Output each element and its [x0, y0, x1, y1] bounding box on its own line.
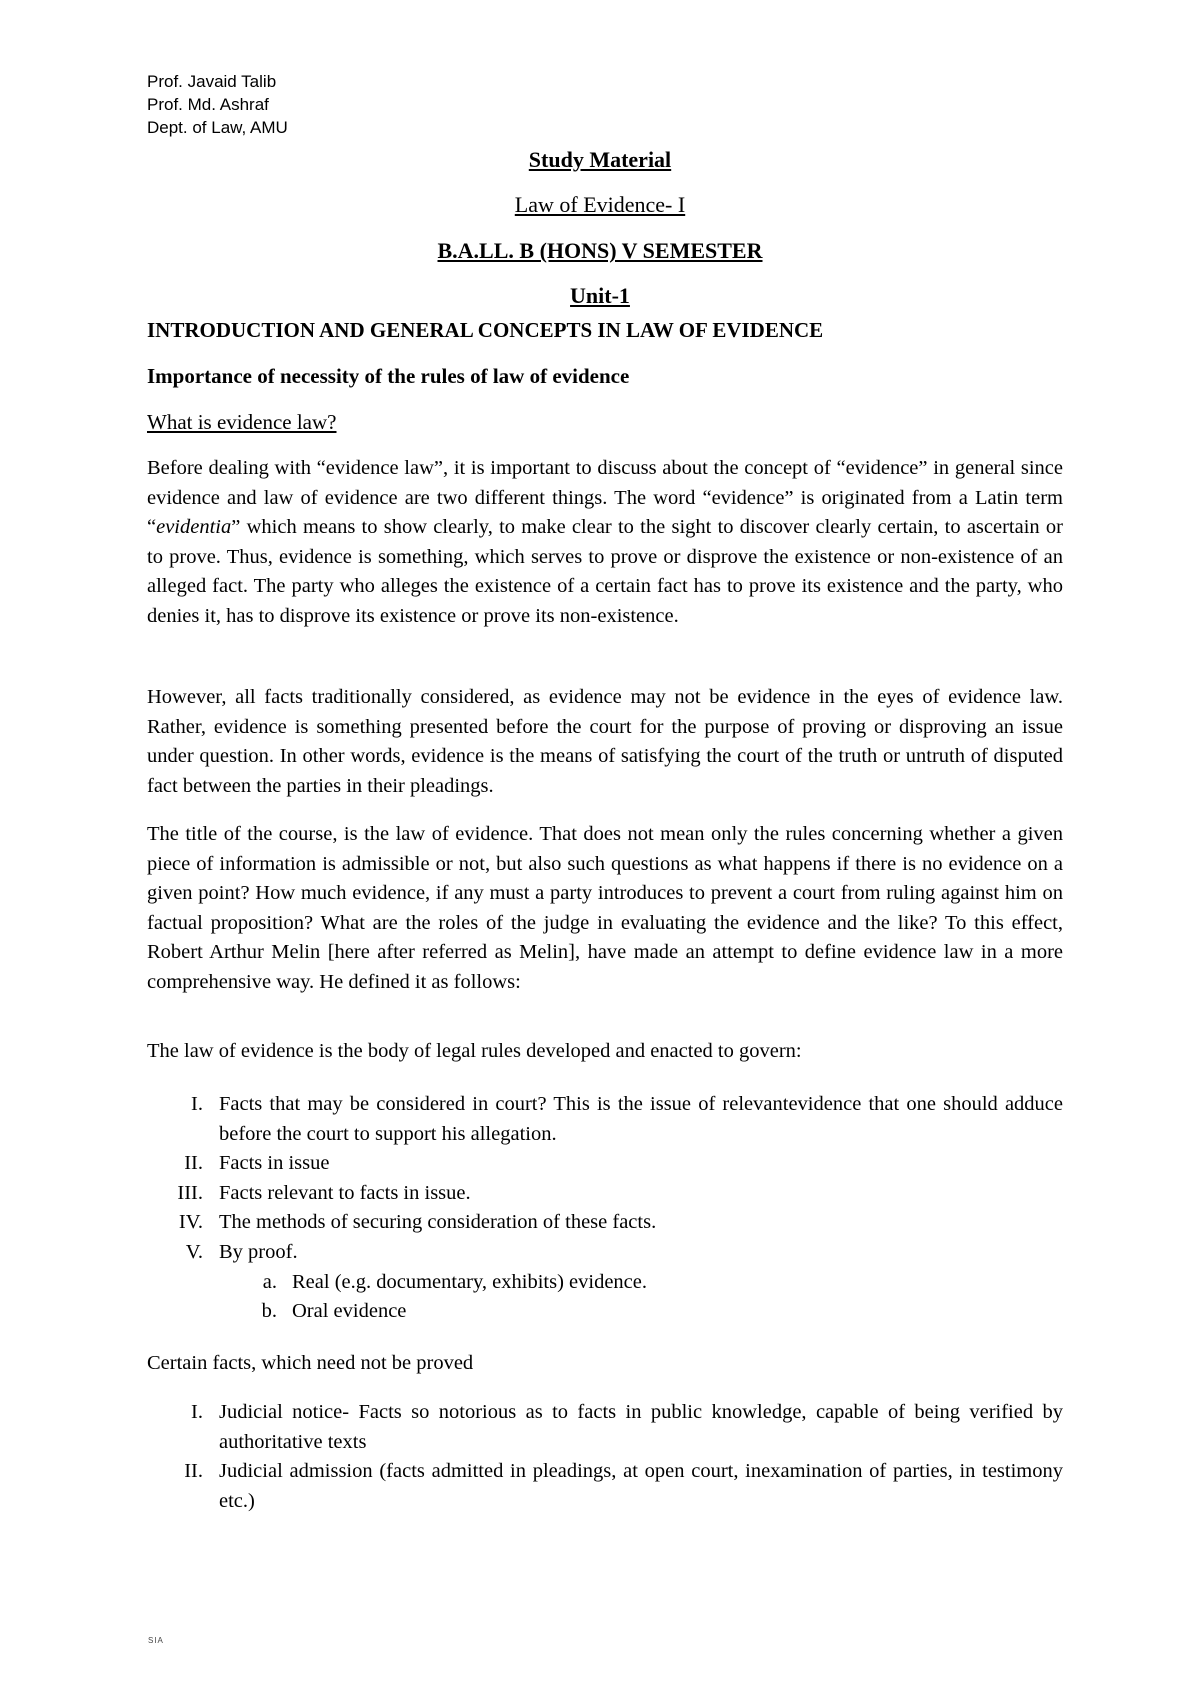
author-line: Prof. Md. Ashraf [147, 95, 269, 114]
sublist-marker: b. [261, 1300, 277, 1323]
sublist-item-text: Oral evidence [292, 1300, 407, 1323]
list-item-text: The methods of securing consideration of these facts. [219, 1211, 657, 1234]
footer-mark: SIA [148, 1636, 164, 1645]
list-marker: II. [184, 1460, 203, 1483]
latin-term: evidentia [156, 516, 232, 539]
list-item [147, 1398, 1063, 1457]
list-item-text: Facts that may be considered in court? This is the issue of relevantevidence that one should adduce before the court to support his allegation. [219, 1093, 1063, 1145]
paragraph-text: Before dealing with “evidence law”, it is important to discuss about the concept of “evidence” in general since evidence and law of evidence are two different things. The word “evidence” is originated from a Latin term “ [147, 457, 1063, 539]
sublist-item [147, 1268, 1063, 1298]
list-item [147, 1090, 1063, 1149]
program-heading: B.A.LL. B (HONS) V SEMESTER [437, 238, 763, 263]
sublist-item [147, 1297, 1063, 1327]
paragraph-facts-need-not-be-proved: Certain facts, which need not be proved [147, 1352, 474, 1374]
sublist-marker: a. [262, 1270, 277, 1293]
subtitle: Importance of necessity of the rules of law of evidence [147, 364, 630, 388]
course-heading: Law of Evidence- I [514, 192, 686, 217]
list-item-text: Facts in issue [219, 1152, 330, 1175]
paragraph-evidence-definition [147, 454, 1063, 632]
list-marker: I. [191, 1401, 203, 1423]
list-marker: IV. [178, 1211, 203, 1234]
list-item [147, 1179, 1063, 1209]
list-item-text: By proof. [219, 1240, 298, 1263]
list-facts-not-proved [147, 1398, 1063, 1516]
list-marker: I. [191, 1093, 203, 1115]
list-item [147, 1238, 1063, 1268]
paragraph-law-of-evidence-govern: The law of evidence is the body of legal rules developed and enacted to govern: [147, 1040, 802, 1062]
list-item [147, 1149, 1063, 1179]
list-marker: V. [185, 1240, 203, 1263]
list-item-text: Judicial admission (facts admitted in pleadings, at open court, inexamination of parties, in testimony etc.) [219, 1460, 1063, 1512]
list-marker: II. [184, 1152, 203, 1175]
author-line: Prof. Javaid Talib [147, 72, 277, 91]
study-material-heading: Study Material [528, 147, 672, 172]
main-title: INTRODUCTION AND GENERAL CONCEPTS IN LAW OF EVIDENCE [147, 318, 824, 342]
author-block [147, 70, 288, 139]
list-item [147, 1208, 1063, 1238]
sublist-item-text: Real (e.g. documentary, exhibits) evidence. [292, 1270, 648, 1293]
paragraph-course-title: The title of the course, is the law of evidence. That does not mean only the rules concerning whether a given piece of information is admissible or not, but also such questions as what happens if there is no evidence on a given point? How much evidence, if any must a party introduces to prevent a court from ruling against him on factual proposition? What are the roles of the judge in evaluating the evidence and the like? To this effect, Robert Arthur Melin [here after referred as Melin], have made an attempt to define evidence law in a more comprehensive way. He defined it as follows: [147, 823, 1063, 993]
department-line: Dept. of Law, AMU [147, 118, 288, 137]
unit-heading: Unit-1 [570, 283, 630, 308]
list-item-text: Facts relevant to facts in issue. [219, 1181, 471, 1204]
list-marker: III. [177, 1181, 203, 1204]
paragraph-evidence-law: However, all facts traditionally considered, as evidence may not be evidence in the eyes of evidence law. Rather, evidence is something presented before the court for the purpose of proving or disproving an issue under question. In other words, evidence is the means of satisfying the court of the truth or untruth of disputed fact between the parties in their pleadings. [147, 686, 1063, 797]
paragraph-text: ” which means to show clearly, to make clear to the sight to discover clearly certain, to ascertain or to prove. Thus, evidence is something, which serves to prove or disprove the existence or non-existence of an alleged fact. The party who alleges the existence of a certain fact has to prove its existence and the party, who denies it, has to disprove its existence or prove its non-existence. [147, 516, 1063, 627]
list-item-text: Judicial notice- Facts so notorious as to facts in public knowledge, capable of being verified by authoritative texts [219, 1401, 1063, 1453]
section-title: What is evidence law? [147, 410, 337, 434]
list-govern [147, 1090, 1063, 1327]
list-item [147, 1457, 1063, 1516]
sublist-proof [147, 1268, 1063, 1327]
